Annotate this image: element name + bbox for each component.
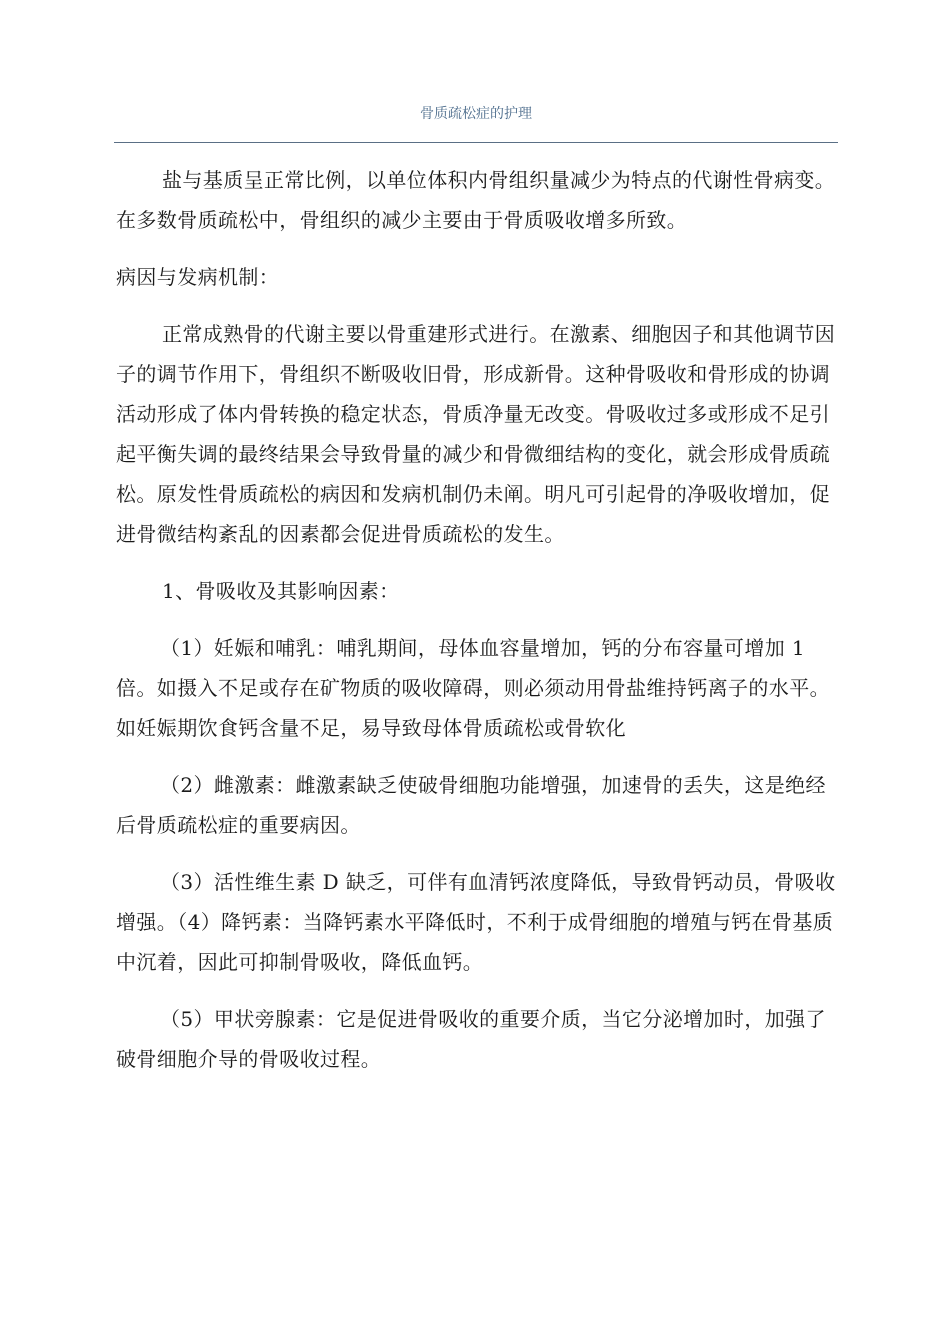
section-heading-etiology: 病因与发病机制： — [116, 265, 280, 289]
page-header-title: 骨质疏松症的护理 — [420, 106, 532, 122]
paragraph-mechanism: 正常成熟骨的代谢主要以骨重建形式进行。在激素、细胞因子和其他调节因子的调节作用下，骨组织不断吸收旧骨，形成新骨。这种骨吸收和骨形成的协调活动形成了体内骨转换的稳定状态，骨质净量无改变。骨吸收过多或形成不足引起平衡失调的最终结果会导致骨量的减少和骨微细结构的变化，就会形成骨质疏松。原发性骨质疏松的病因和发病机制仍未阐。明凡可引起骨的净吸收增加，促进骨微结构紊乱的因素都会促进骨质疏松的发生。 — [116, 322, 836, 546]
list-item-pregnancy-lactation: （1）妊娠和哺乳：哺乳期间，母体血容量增加，钙的分布容量可增加 1 倍。如摄入不足或存在矿物质的吸收障碍，则必须动用骨盐维持钙离子的水平。如妊娠期饮食钙含量不足，易导致母体骨质疏松或骨软化 — [116, 636, 830, 740]
list-item-estrogen: （2）雌激素：雌激素缺乏使破骨细胞功能增强，加速骨的丢失，这是绝经后骨质疏松症的重要病因。 — [116, 773, 826, 837]
list-item-vitamin-d-calcitonin: （3）活性维生素 D 缺乏，可伴有血清钙浓度降低，导致骨钙动员，骨吸收增强。（4）降钙素：当降钙素水平降低时，不利于成骨细胞的增殖与钙在骨基质中沉着，因此可抑制骨吸收，降低血钙。 — [116, 870, 836, 974]
document-body — [116, 160, 838, 1096]
list-item-parathyroid-hormone: （5）甲状旁腺素：它是促进骨吸收的重要介质，当它分泌增加时，加强了破骨细胞介导的骨吸收过程。 — [116, 1007, 826, 1071]
paragraph-definition: 盐与基质呈正常比例，以单位体积内骨组织量减少为特点的代谢性骨病变。在多数骨质疏松中，骨组织的减少主要由于骨质吸收增多所致。 — [116, 168, 836, 232]
subsection-heading-bone-resorption: 1、骨吸收及其影响因素： — [162, 579, 400, 603]
header-divider — [114, 142, 838, 143]
